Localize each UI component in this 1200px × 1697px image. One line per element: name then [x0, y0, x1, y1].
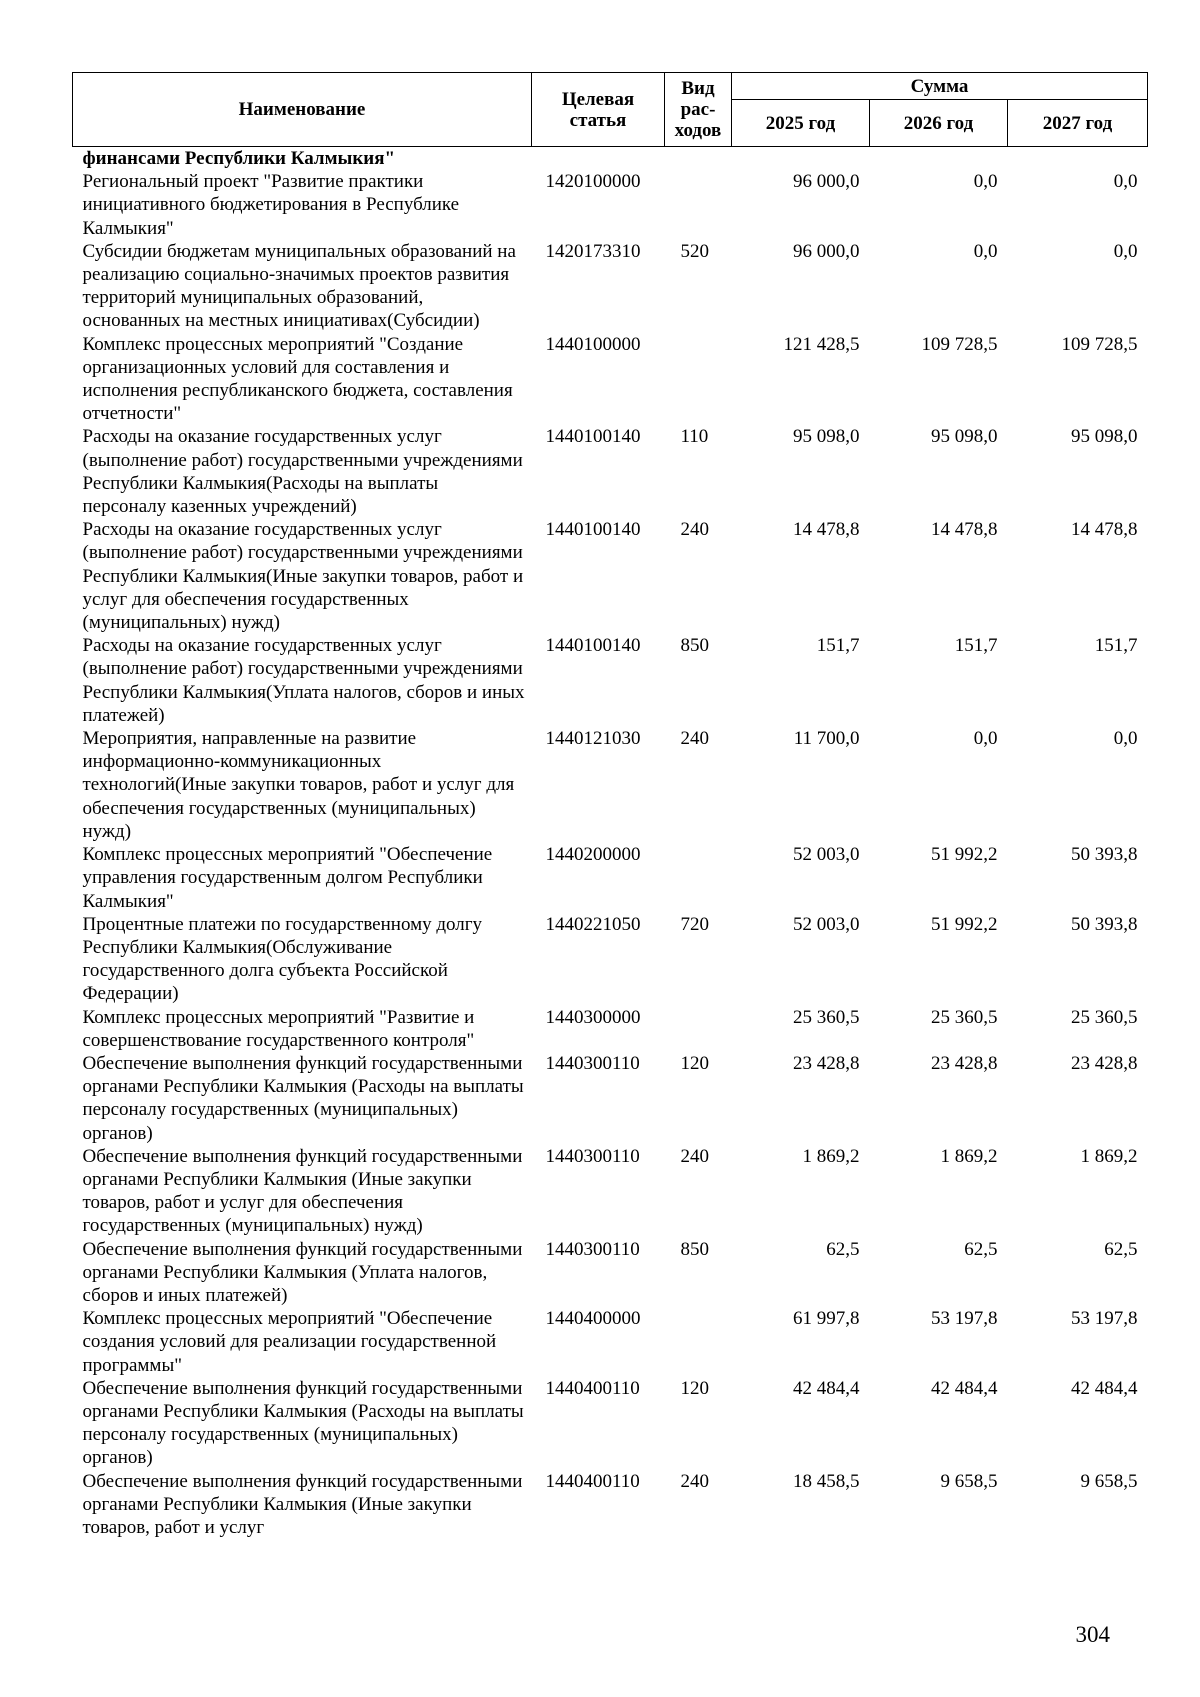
row-value-2027: 151,7 [1094, 635, 1138, 657]
table-row [73, 1470, 1148, 1540]
table-row [73, 1006, 1148, 1052]
row-code: 1440300110 [545, 1238, 640, 1260]
table-row [73, 147, 1148, 171]
table-row [73, 1238, 1148, 1308]
row-code [532, 147, 665, 171]
row-kind: 110 [680, 426, 709, 448]
table-row [73, 425, 1148, 518]
table-row [73, 1145, 1148, 1238]
row-code: 1420100000 [545, 171, 641, 193]
row-name: Субсидии бюджетам муниципальных образований на реализацию социально-значимых проектов развития территорий муниципальных образований, основанных на местных инициативах(Субсидии) [82, 240, 516, 332]
row-name: Обеспечение выполнения функций государственными органами Республики Калмыкия (Расходы на выплаты персоналу государственных (муниципальных) органов) [82, 1377, 524, 1469]
row-kind [665, 1006, 732, 1052]
row-value-2025: 61 997,8 [793, 1308, 860, 1330]
row-value-2025: 96 000,0 [793, 240, 860, 262]
row-code: 1440400110 [545, 1377, 640, 1399]
row-value-2027: 42 484,4 [1071, 1377, 1138, 1399]
row-value-2027: 0,0 [1113, 240, 1138, 262]
row-value-2027: 50 393,8 [1071, 913, 1138, 935]
row-code: 1440100000 [545, 333, 641, 355]
table-body [73, 147, 1148, 1540]
header-sum: Сумма [732, 73, 1148, 100]
row-name: Расходы на оказание государственных услуг (выполнение работ) государственными учреждениями Республики Калмыкия(Расходы на выплаты персоналу казенных учреждений) [82, 426, 523, 518]
row-code: 1440300110 [545, 1145, 640, 1167]
row-value-2026: 151,7 [954, 635, 998, 657]
row-kind [665, 147, 732, 171]
row-code: 1440121030 [545, 728, 641, 750]
row-name: Обеспечение выполнения функций государственными органами Республики Калмыкия (Уплата налогов, сборов и иных платежей) [82, 1238, 523, 1306]
table-row [73, 843, 1148, 913]
row-value-2027: 50 393,8 [1071, 844, 1138, 866]
row-value-2027: 1 869,2 [1080, 1145, 1138, 1167]
row-value-2026: 14 478,8 [931, 519, 998, 541]
row-value-2025: 52 003,0 [793, 913, 860, 935]
row-value-2025: 151,7 [816, 635, 860, 657]
row-kind: 120 [680, 1377, 709, 1399]
row-code: 1440100140 [545, 426, 641, 448]
row-kind [665, 170, 732, 240]
row-value-2026: 0,0 [973, 171, 998, 193]
row-kind: 240 [680, 728, 709, 750]
row-kind: 240 [680, 519, 709, 541]
row-value-2026: 109 728,5 [921, 333, 998, 355]
row-name: Обеспечение выполнения функций государственными органами Республики Калмыкия (Расходы на выплаты персоналу государственных (муниципальных) органов) [82, 1052, 524, 1144]
row-code: 1440100140 [545, 519, 641, 541]
row-value-2026: 25 360,5 [931, 1006, 998, 1028]
row-value-2026: 9 658,5 [940, 1470, 998, 1492]
row-name: Расходы на оказание государственных услуг (выполнение работ) государственными учреждениями Республики Калмыкия(Иные закупки товаров, работ и услуг для обеспечения государственных (муниципальных) нужд) [82, 519, 524, 634]
row-name: Обеспечение выполнения функций государственными органами Республики Калмыкия (Иные закупки товаров, работ и услуг для обеспечения государственных (муниципальных) нужд) [82, 1145, 523, 1237]
row-value-2027: 0,0 [1113, 171, 1138, 193]
row-code: 1440300110 [545, 1052, 640, 1074]
row-value-2025: 121 428,5 [783, 333, 860, 355]
row-value-2026: 42 484,4 [931, 1377, 998, 1399]
row-value-2025: 52 003,0 [793, 844, 860, 866]
row-value-2025: 11 700,0 [793, 728, 860, 750]
row-name: Комплекс процессных мероприятий "Обеспечение управления государственным долгом Республики Калмыкия" [82, 844, 493, 912]
row-value-2025: 1 869,2 [802, 1145, 860, 1167]
row-name: финансами Республики Калмыкия" [82, 148, 396, 169]
table-row [73, 1377, 1148, 1470]
row-kind [665, 333, 732, 426]
row-value-2027: 62,5 [1104, 1238, 1138, 1260]
header-2027: 2027 год [1008, 100, 1148, 147]
document-page [72, 72, 1147, 1539]
row-value-2025: 42 484,4 [793, 1377, 860, 1399]
table-row [73, 634, 1148, 727]
row-name: Процентные платежи по государственному долгу Республики Калмыкия(Обслуживание государственного долга субъекта Российской Федерации) [82, 913, 483, 1005]
header-kind: Вид рас-ходов [665, 73, 732, 147]
table-row [73, 170, 1148, 240]
row-value-2025: 18 458,5 [793, 1470, 860, 1492]
row-name: Комплекс процессных мероприятий "Развитие и совершенствование государственного контроля" [82, 1006, 475, 1051]
row-kind [665, 843, 732, 913]
row-kind: 850 [680, 635, 709, 657]
row-value-2027: 95 098,0 [1071, 426, 1138, 448]
row-code: 1440221050 [545, 913, 641, 935]
row-value-2027 [1008, 147, 1148, 171]
table-row [73, 727, 1148, 843]
table-header [73, 73, 1148, 147]
row-name: Расходы на оказание государственных услуг (выполнение работ) государственными учреждениями Республики Калмыкия(Уплата налогов, сборов и иных платежей) [82, 635, 525, 726]
table-row [73, 240, 1148, 333]
table-row [73, 518, 1148, 634]
row-name: Региональный проект "Развитие практики инициативного бюджетирования в Республике Калмыкия" [82, 171, 460, 239]
row-code: 1440400110 [545, 1470, 640, 1492]
header-name: Наименование [73, 73, 532, 147]
row-value-2027: 14 478,8 [1071, 519, 1138, 541]
row-kind: 120 [680, 1052, 709, 1074]
row-value-2026: 0,0 [973, 728, 998, 750]
row-value-2026: 53 197,8 [931, 1308, 998, 1330]
row-kind: 850 [680, 1238, 709, 1260]
row-code: 1440400000 [545, 1308, 641, 1330]
row-value-2026: 1 869,2 [940, 1145, 998, 1167]
row-value-2026: 23 428,8 [931, 1052, 998, 1074]
row-code: 1440300000 [545, 1006, 641, 1028]
row-value-2025: 95 098,0 [793, 426, 860, 448]
row-value-2027: 23 428,8 [1071, 1052, 1138, 1074]
row-value-2026: 51 992,2 [931, 913, 998, 935]
row-value-2027: 0,0 [1113, 728, 1138, 750]
row-value-2025 [732, 147, 870, 171]
row-value-2026: 51 992,2 [931, 844, 998, 866]
row-name: Мероприятия, направленные на развитие информационно-коммуникационных технологий(Иные закупки товаров, работ и услуг для обеспечения государственных (муниципальных) нужд) [82, 728, 515, 842]
row-value-2027: 9 658,5 [1080, 1470, 1138, 1492]
row-value-2027: 25 360,5 [1071, 1006, 1138, 1028]
row-code: 1420173310 [545, 240, 641, 262]
header-2026: 2026 год [870, 100, 1008, 147]
page-number: 304 [1075, 1622, 1110, 1647]
row-value-2026: 95 098,0 [931, 426, 998, 448]
row-name: Комплекс процессных мероприятий "Обеспечение создания условий для реализации государственной программы" [82, 1308, 497, 1376]
row-value-2025: 96 000,0 [793, 171, 860, 193]
row-kind: 240 [680, 1470, 709, 1492]
row-code: 1440200000 [545, 844, 641, 866]
row-value-2025: 23 428,8 [793, 1052, 860, 1074]
row-value-2025: 25 360,5 [793, 1006, 860, 1028]
row-name: Комплекс процессных мероприятий "Создание организационных условий для составления и исполнения республиканского бюджета, составления отчетности" [82, 333, 513, 425]
row-kind: 520 [680, 240, 709, 262]
header-code: Целевая статья [532, 73, 665, 147]
table-row [73, 333, 1148, 426]
row-kind: 720 [680, 913, 709, 935]
row-value-2026: 0,0 [973, 240, 998, 262]
budget-table [72, 72, 1148, 1539]
row-value-2027: 53 197,8 [1071, 1308, 1138, 1330]
row-value-2026: 62,5 [964, 1238, 998, 1260]
table-row [73, 1307, 1148, 1377]
row-value-2025: 14 478,8 [793, 519, 860, 541]
row-value-2026 [870, 147, 1008, 171]
row-value-2027: 109 728,5 [1061, 333, 1138, 355]
row-code: 1440100140 [545, 635, 641, 657]
row-name: Обеспечение выполнения функций государственными органами Республики Калмыкия (Иные закупки товаров, работ и услуг [82, 1470, 523, 1538]
row-kind: 240 [680, 1145, 709, 1167]
table-row [73, 913, 1148, 1006]
row-kind [665, 1307, 732, 1377]
header-2025: 2025 год [732, 100, 870, 147]
table-row [73, 1052, 1148, 1145]
row-value-2025: 62,5 [826, 1238, 860, 1260]
